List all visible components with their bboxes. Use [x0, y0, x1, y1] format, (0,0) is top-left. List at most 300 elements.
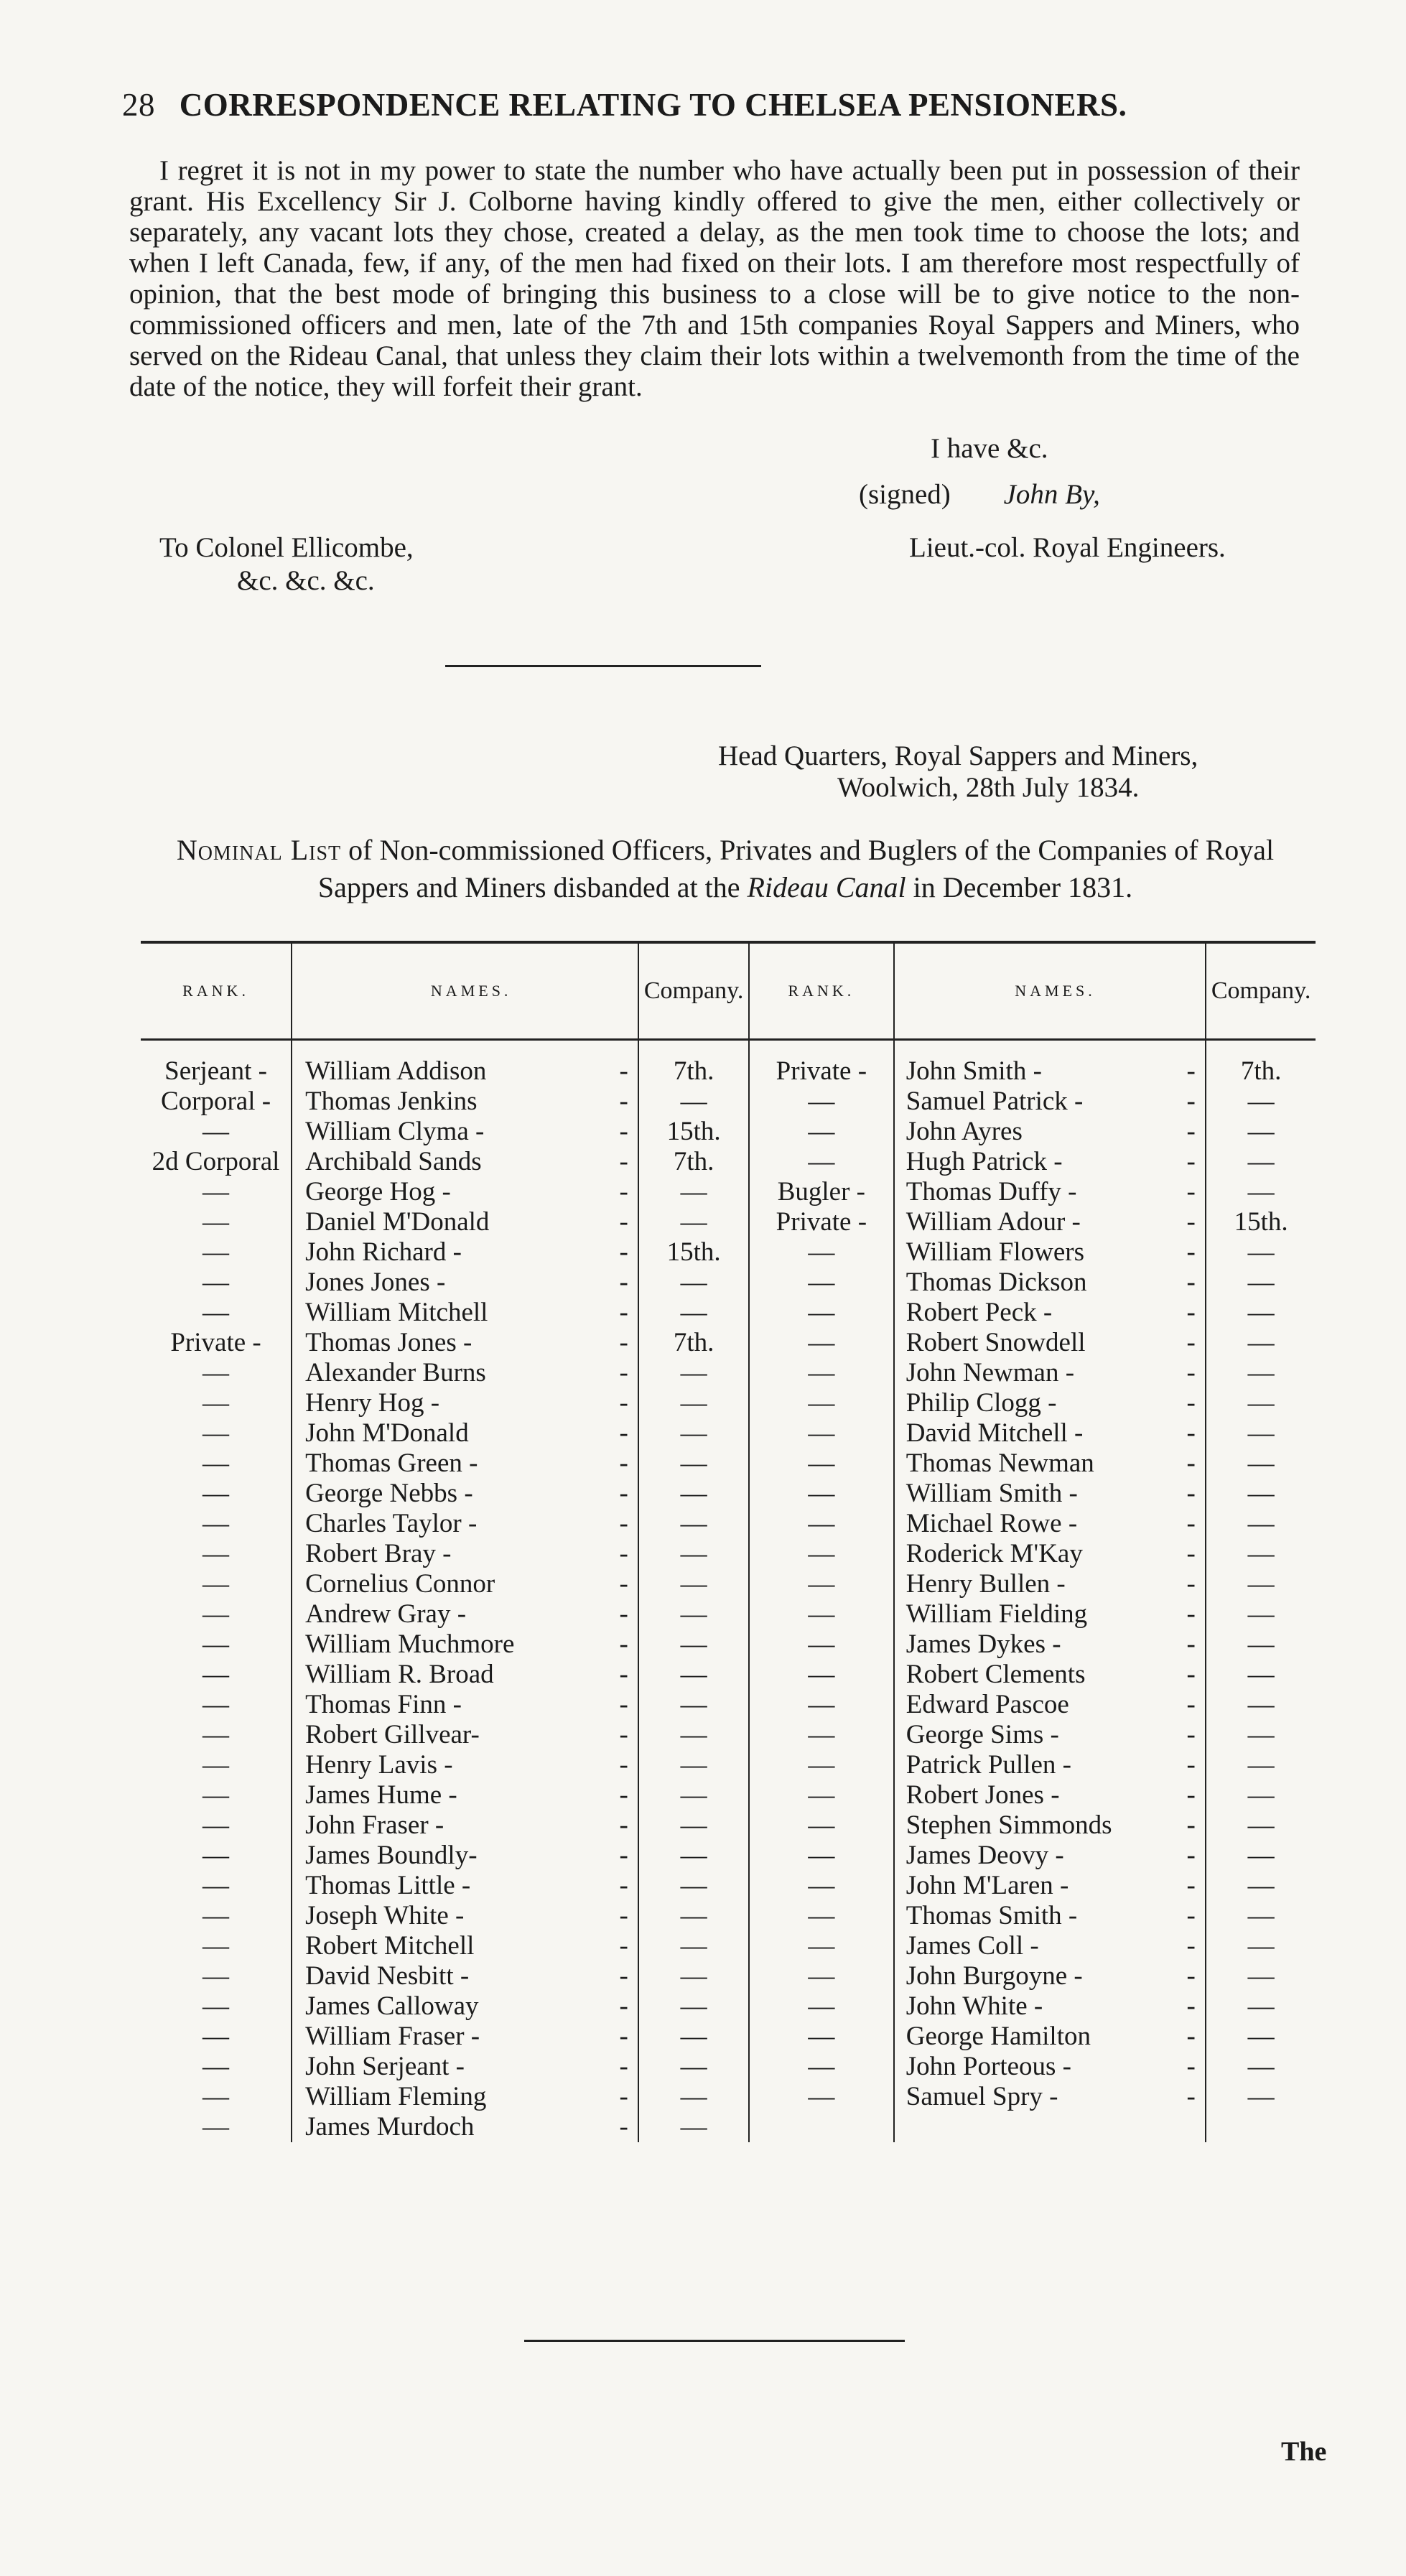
- name-cell: Thomas Finn -: [305, 1690, 462, 1719]
- rank-cell: —: [141, 1358, 292, 1388]
- name-cell: David Mitchell -: [905, 1418, 1084, 1448]
- name-cell: Hugh Patrick -: [905, 1147, 1063, 1176]
- company-cell: —: [1206, 1750, 1316, 1780]
- dash-cell: -: [619, 1358, 628, 1387]
- company-cell: —: [638, 1449, 749, 1479]
- rank-cell: —: [141, 1237, 292, 1268]
- rank-cell: —: [141, 1841, 292, 1871]
- dash-cell: -: [619, 1056, 628, 1086]
- dash-cell: -: [619, 1750, 628, 1780]
- table-row: [141, 1449, 1316, 1479]
- dash-cell: -: [1186, 2022, 1196, 2051]
- dash-cell: -: [619, 2022, 628, 2051]
- company-cell: —: [1206, 1237, 1316, 1268]
- spacer-cell: [638, 1040, 749, 1057]
- rank-cell: —: [141, 2082, 292, 2112]
- table-row: [141, 1388, 1316, 1418]
- company-cell: —: [1206, 1690, 1316, 1720]
- table-row: [141, 1328, 1316, 1358]
- company-cell: —: [638, 1087, 749, 1117]
- company-cell: —: [1206, 1539, 1316, 1569]
- table-row: [141, 1991, 1316, 2022]
- rank-cell: —: [749, 2052, 894, 2082]
- company-cell: —: [638, 1539, 749, 1569]
- name-cell: Henry Bullen -: [905, 1569, 1066, 1599]
- company-cell: —: [1206, 2082, 1316, 2112]
- table-row: [141, 1418, 1316, 1449]
- catchword: The: [1281, 2437, 1327, 2467]
- dash-cell: -: [619, 1871, 628, 1900]
- signature-line: [859, 478, 1100, 511]
- rank-cell: —: [141, 1388, 292, 1418]
- name-cell: William Clyma -: [305, 1117, 485, 1146]
- table-row: [141, 1810, 1316, 1841]
- spacer-cell: [749, 1040, 894, 1057]
- rank-cell: —: [749, 1961, 894, 1991]
- dash-cell: -: [619, 1991, 628, 2021]
- addressee-etc: &c. &c. &c.: [237, 565, 375, 596]
- list-title-part2: in December 1831.: [905, 871, 1133, 903]
- table-row: [141, 1087, 1316, 1117]
- rank-cell: —: [141, 1298, 292, 1328]
- company-cell: —: [1206, 1509, 1316, 1539]
- name-cell: George Nebbs -: [305, 1479, 473, 1508]
- name-cell: Thomas Little -: [305, 1871, 471, 1900]
- name-cell: Robert Mitchell: [305, 1931, 475, 1961]
- dash-cell: -: [619, 1841, 628, 1870]
- company-cell: —: [638, 1871, 749, 1901]
- name-cell: Thomas Newman: [905, 1449, 1094, 1478]
- list-title-emphasis: Rideau Canal: [747, 871, 906, 903]
- name-cell: William Muchmore: [305, 1629, 515, 1659]
- dash-cell: -: [1186, 1147, 1196, 1176]
- name-cell: Michael Rowe -: [905, 1509, 1078, 1538]
- dash-cell: -: [1186, 1117, 1196, 1146]
- dash-cell: -: [619, 1298, 628, 1327]
- name-cell: Samuel Patrick -: [905, 1087, 1084, 1116]
- name-cell: John Serjeant -: [305, 2052, 465, 2081]
- rank-cell: —: [141, 1629, 292, 1660]
- dash-cell: -: [619, 1388, 628, 1418]
- company-cell: —: [638, 1901, 749, 1931]
- name-cell: Cornelius Connor: [305, 1569, 495, 1599]
- company-cell: —: [638, 1177, 749, 1207]
- dash-cell: -: [619, 1268, 628, 1297]
- dash-cell: -: [619, 1479, 628, 1508]
- company-cell: —: [638, 1720, 749, 1750]
- table-row: [141, 1750, 1316, 1780]
- rank-cell: —: [749, 1388, 894, 1418]
- table-row: [141, 2052, 1316, 2082]
- section-divider: [445, 665, 761, 667]
- company-cell: —: [1206, 1177, 1316, 1207]
- dispatch-origin: Head Quarters, Royal Sappers and Miners,: [718, 740, 1198, 771]
- company-cell: —: [1206, 1720, 1316, 1750]
- company-cell: —: [1206, 1841, 1316, 1871]
- name-cell: John Smith -: [905, 1056, 1042, 1086]
- name-cell: George Sims -: [905, 1720, 1059, 1749]
- company-cell: 7th.: [638, 1056, 749, 1087]
- dash-cell: -: [1186, 1207, 1196, 1237]
- rank-cell: —: [749, 1449, 894, 1479]
- running-header: [122, 86, 1300, 124]
- rank-cell: —: [749, 1509, 894, 1539]
- company-cell: —: [638, 1599, 749, 1629]
- table-row: [141, 1056, 1316, 1087]
- company-cell: —: [638, 1961, 749, 1991]
- name-cell: John Newman -: [905, 1358, 1075, 1387]
- company-cell: —: [1206, 1780, 1316, 1810]
- rank-cell: —: [141, 1569, 292, 1599]
- rank-cell: —: [141, 1418, 292, 1449]
- company-cell: —: [1206, 1117, 1316, 1147]
- rank-cell: —: [749, 1750, 894, 1780]
- rank-cell: Private -: [749, 1207, 894, 1237]
- rank-cell: [749, 2112, 894, 2142]
- company-cell: —: [1206, 1479, 1316, 1509]
- dash-cell: -: [1186, 1569, 1196, 1599]
- rank-cell: —: [749, 1991, 894, 2022]
- rank-cell: —: [749, 1117, 894, 1147]
- table-row: [141, 1237, 1316, 1268]
- header-names-2: NAMES.: [894, 942, 1206, 1040]
- table-row: [141, 1871, 1316, 1901]
- addressee: To Colonel Ellicombe,: [159, 532, 414, 563]
- dash-cell: -: [1186, 1509, 1196, 1538]
- rank-cell: —: [749, 1268, 894, 1298]
- rank-cell: —: [141, 2022, 292, 2052]
- company-cell: —: [638, 1268, 749, 1298]
- header-company: Company.: [638, 942, 749, 1040]
- rank-cell: —: [141, 1961, 292, 1991]
- company-cell: —: [1206, 1418, 1316, 1449]
- company-cell: —: [1206, 1931, 1316, 1961]
- company-cell: —: [638, 2082, 749, 2112]
- company-cell: 15th.: [638, 1117, 749, 1147]
- dash-cell: -: [619, 1449, 628, 1478]
- dash-cell: -: [619, 1810, 628, 1840]
- dash-cell: -: [1186, 1660, 1196, 1689]
- name-cell: Thomas Jenkins: [305, 1087, 478, 1116]
- table-row: [141, 2022, 1316, 2052]
- rank-cell: —: [141, 2112, 292, 2142]
- company-cell: —: [638, 1509, 749, 1539]
- company-cell: —: [1206, 1660, 1316, 1690]
- header-rank: RANK.: [141, 942, 292, 1040]
- company-cell: —: [638, 1931, 749, 1961]
- rank-cell: —: [749, 1237, 894, 1268]
- name-cell: John Ayres: [905, 1117, 1023, 1146]
- name-cell: Charles Taylor -: [305, 1509, 478, 1538]
- rank-cell: —: [141, 1177, 292, 1207]
- rank-cell: —: [141, 1991, 292, 2022]
- rank-cell: —: [749, 1690, 894, 1720]
- header-company-2: Company.: [1206, 942, 1316, 1040]
- dash-cell: -: [1186, 2082, 1196, 2111]
- signed-label: (signed): [859, 479, 951, 510]
- table-body: [141, 1040, 1316, 2143]
- dash-cell: -: [1186, 1991, 1196, 2021]
- name-cell: William Fleming: [305, 2082, 487, 2111]
- name-cell: Alexander Burns: [305, 1358, 486, 1387]
- company-cell: 7th.: [1206, 1056, 1316, 1087]
- dispatch-place-date: Woolwich, 28th July 1834.: [837, 772, 1140, 803]
- company-cell: —: [1206, 1629, 1316, 1660]
- company-cell: —: [638, 1358, 749, 1388]
- name-cell: Philip Clogg -: [905, 1388, 1057, 1418]
- company-cell: —: [1206, 1358, 1316, 1388]
- company-cell: —: [1206, 1961, 1316, 1991]
- rank-cell: —: [141, 1599, 292, 1629]
- company-cell: 15th.: [638, 1237, 749, 1268]
- table-row: [141, 1147, 1316, 1177]
- rank-cell: —: [141, 1690, 292, 1720]
- dash-cell: -: [1186, 1599, 1196, 1629]
- rank-cell: —: [141, 1931, 292, 1961]
- dash-cell: -: [1186, 1328, 1196, 1357]
- name-cell: Edward Pascoe: [905, 1690, 1069, 1719]
- dash-cell: -: [619, 1780, 628, 1810]
- rank-cell: Private -: [141, 1328, 292, 1358]
- page-title: CORRESPONDENCE RELATING TO CHELSEA PENSIONERS.: [179, 87, 1127, 123]
- dash-cell: -: [1186, 1056, 1196, 1086]
- name-cell: John Porteous -: [905, 2052, 1071, 2081]
- dash-cell: -: [1186, 1780, 1196, 1810]
- dash-cell: -: [619, 1629, 628, 1659]
- company-cell: 7th.: [638, 1328, 749, 1358]
- name-cell: James Murdoch: [305, 2112, 475, 2142]
- dash-cell: -: [619, 2112, 628, 2142]
- company-cell: —: [638, 1629, 749, 1660]
- name-cell: Robert Peck -: [905, 1298, 1053, 1327]
- company-cell: —: [638, 1207, 749, 1237]
- letter-closing: I have &c.: [931, 433, 1048, 464]
- company-cell: —: [638, 1690, 749, 1720]
- company-cell: —: [1206, 2052, 1316, 2082]
- name-cell: Joseph White -: [305, 1901, 465, 1930]
- company-cell: —: [638, 1388, 749, 1418]
- dash-cell: -: [1186, 1479, 1196, 1508]
- dash-cell: -: [619, 2082, 628, 2111]
- dash-cell: -: [619, 1177, 628, 1206]
- company-cell: —: [638, 1991, 749, 2022]
- list-title-lead: Nominal List: [176, 834, 342, 866]
- company-cell: —: [638, 1418, 749, 1449]
- rank-cell: —: [749, 1660, 894, 1690]
- name-cell: William Adour -: [905, 1207, 1081, 1237]
- dash-cell: -: [619, 1961, 628, 1991]
- name-cell: James Coll -: [905, 1931, 1039, 1961]
- dash-cell: -: [1186, 1720, 1196, 1749]
- name-cell: Robert Gillvear-: [305, 1720, 480, 1749]
- dash-cell: -: [619, 1901, 628, 1930]
- name-cell: David Nesbitt -: [305, 1961, 470, 1991]
- table-header-row: [141, 942, 1316, 1040]
- name-cell: Thomas Smith -: [905, 1901, 1078, 1930]
- company-cell: —: [638, 1479, 749, 1509]
- rank-cell: —: [141, 1660, 292, 1690]
- name-cell: William Flowers: [905, 1237, 1084, 1267]
- dash-cell: -: [1186, 1298, 1196, 1327]
- dash-cell: -: [619, 2052, 628, 2081]
- rank-cell: —: [749, 1810, 894, 1841]
- name-cell: Thomas Dickson: [905, 1268, 1087, 1297]
- dash-cell: -: [1186, 1810, 1196, 1840]
- name-cell: James Hume -: [305, 1780, 457, 1810]
- table-row: [141, 1690, 1316, 1720]
- table-row: [141, 1268, 1316, 1298]
- header-names: NAMES.: [292, 942, 638, 1040]
- name-cell: Thomas Duffy -: [905, 1177, 1077, 1206]
- dash-cell: -: [1186, 1961, 1196, 1991]
- name-cell: Robert Jones -: [905, 1780, 1060, 1810]
- dash-cell: -: [1186, 1087, 1196, 1116]
- rank-cell: —: [141, 1539, 292, 1569]
- name-cell: Archibald Sands: [305, 1147, 482, 1176]
- dash-cell: -: [619, 1660, 628, 1689]
- dash-cell: -: [1186, 1871, 1196, 1900]
- name-cell: John Fraser -: [305, 1810, 444, 1840]
- dash-cell: -: [619, 1931, 628, 1961]
- list-title: [144, 832, 1307, 906]
- rank-cell: —: [749, 1901, 894, 1931]
- dash-cell: -: [1186, 1388, 1196, 1418]
- rank-cell: —: [749, 1298, 894, 1328]
- company-cell: —: [638, 2022, 749, 2052]
- spacer-cell: [1206, 1040, 1316, 1057]
- spacer-cell: [894, 1040, 1206, 1057]
- dash-cell: -: [1186, 1268, 1196, 1297]
- company-cell: —: [1206, 1298, 1316, 1328]
- rank-cell: —: [749, 1539, 894, 1569]
- dash-cell: -: [619, 1690, 628, 1719]
- name-cell: George Hamilton: [905, 2022, 1091, 2051]
- name-cell: Thomas Green -: [305, 1449, 478, 1478]
- rank-cell: Corporal -: [141, 1087, 292, 1117]
- rank-cell: —: [749, 2082, 894, 2112]
- header-rank-2: RANK.: [749, 942, 894, 1040]
- dash-cell: -: [619, 1418, 628, 1448]
- rank-cell: —: [141, 1871, 292, 1901]
- name-cell: John Burgoyne -: [905, 1961, 1083, 1991]
- name-cell: Patrick Pullen -: [905, 1750, 1071, 1780]
- dash-cell: -: [1186, 1358, 1196, 1387]
- name-cell: George Hog -: [305, 1177, 451, 1206]
- letter-body: I regret it is not in my power to state the number who have actually been put in possession of their grant. His Excellency Sir J. Colborne having kindly offered to give the men, either collectively or separately, any vacant lots they chose, created a delay, as the men took time to choose the lots; and when I left Canada, few, if any, of the men had fixed on their lots. I am therefore most respectfully of opinion, that the best mode of bringing this business to a close will be to give notice to the non-commissioned officers and men, late of the 7th and 15th companies Royal Sappers and Miners, who served on the Rideau Canal, that unless they claim their lots within a twelvemonth from the time of the date of the notice, they will forfeit their grant.: [129, 155, 1300, 402]
- dash-cell: -: [619, 1117, 628, 1146]
- dash-cell: -: [619, 1509, 628, 1538]
- rank-cell: —: [749, 1569, 894, 1599]
- table-row: [141, 1931, 1316, 1961]
- dash-cell: [1177, 2112, 1206, 2142]
- company-cell: —: [638, 1750, 749, 1780]
- company-cell: —: [1206, 1388, 1316, 1418]
- table-row: [141, 2082, 1316, 2112]
- name-cell: Jones Jones -: [305, 1268, 446, 1297]
- company-cell: —: [1206, 1449, 1316, 1479]
- rank-cell: —: [141, 1720, 292, 1750]
- signer-rank: Lieut.-col. Royal Engineers.: [909, 532, 1226, 563]
- table-row: [141, 1539, 1316, 1569]
- dash-cell: -: [1186, 1750, 1196, 1780]
- name-cell: William Fielding: [905, 1599, 1088, 1629]
- company-cell: —: [1206, 1871, 1316, 1901]
- name-cell: Andrew Gray -: [305, 1599, 467, 1629]
- dash-cell: -: [619, 1539, 628, 1568]
- table-row: [141, 1569, 1316, 1599]
- table-row: [141, 2112, 1316, 2142]
- list-title-part1: of Non-commissioned Officers, Privates and Buglers of the Companies of Royal Sappers and Miners disbanded at the: [317, 834, 1275, 903]
- rank-cell: —: [749, 1599, 894, 1629]
- company-cell: —: [638, 1298, 749, 1328]
- name-cell: James Calloway: [305, 1991, 479, 2021]
- dash-cell: -: [619, 1599, 628, 1629]
- name-cell: Robert Clements: [905, 1660, 1086, 1689]
- dash-cell: -: [1186, 2052, 1196, 2081]
- company-cell: —: [1206, 1328, 1316, 1358]
- dash-cell: -: [619, 1207, 628, 1237]
- rank-cell: —: [749, 1328, 894, 1358]
- company-cell: —: [1206, 2022, 1316, 2052]
- name-cell: William Addison: [305, 1056, 487, 1086]
- table-row: [141, 1841, 1316, 1871]
- table-row: [141, 1961, 1316, 1991]
- name-cell: William Mitchell: [305, 1298, 488, 1327]
- dash-cell: -: [619, 1237, 628, 1267]
- name-cell: William Fraser -: [305, 2022, 480, 2051]
- dash-cell: -: [1186, 1629, 1196, 1659]
- table-row: [141, 1479, 1316, 1509]
- table-row: [141, 1599, 1316, 1629]
- table-row: [141, 1660, 1316, 1690]
- rank-cell: —: [749, 1147, 894, 1177]
- closing-divider: [524, 2340, 905, 2342]
- name-cell: James Dykes -: [905, 1629, 1061, 1659]
- table-row: [141, 1358, 1316, 1388]
- company-cell: —: [1206, 1569, 1316, 1599]
- table-row: [141, 1901, 1316, 1931]
- rank-cell: —: [141, 1207, 292, 1237]
- name-cell: Samuel Spry -: [905, 2082, 1058, 2111]
- rank-cell: —: [141, 1268, 292, 1298]
- company-cell: —: [638, 1660, 749, 1690]
- nominal-roll-table: [141, 941, 1316, 2142]
- name-cell: William Smith -: [905, 1479, 1078, 1508]
- company-cell: —: [1206, 1901, 1316, 1931]
- spacer-cell: [141, 1040, 292, 1057]
- dash-cell: -: [1186, 1237, 1196, 1267]
- rank-cell: —: [749, 1479, 894, 1509]
- rank-cell: Bugler -: [749, 1177, 894, 1207]
- name-cell: John M'Donald: [305, 1418, 469, 1448]
- name-cell: William R. Broad: [305, 1660, 494, 1689]
- company-cell: —: [1206, 1991, 1316, 2022]
- name-cell: James Boundly-: [305, 1841, 478, 1870]
- rank-cell: —: [141, 1509, 292, 1539]
- name-cell: Henry Lavis -: [305, 1750, 453, 1780]
- dash-cell: -: [1186, 1931, 1196, 1961]
- company-cell: [1206, 2112, 1316, 2142]
- name-cell: James Deovy -: [905, 1841, 1064, 1870]
- dash-cell: -: [619, 1569, 628, 1599]
- name-cell: Thomas Jones -: [305, 1328, 472, 1357]
- company-cell: 15th.: [1206, 1207, 1316, 1237]
- rank-cell: —: [141, 2052, 292, 2082]
- table-row: [141, 1298, 1316, 1328]
- table-row: [141, 1780, 1316, 1810]
- name-cell: John M'Laren -: [905, 1871, 1069, 1900]
- rank-cell: —: [749, 2022, 894, 2052]
